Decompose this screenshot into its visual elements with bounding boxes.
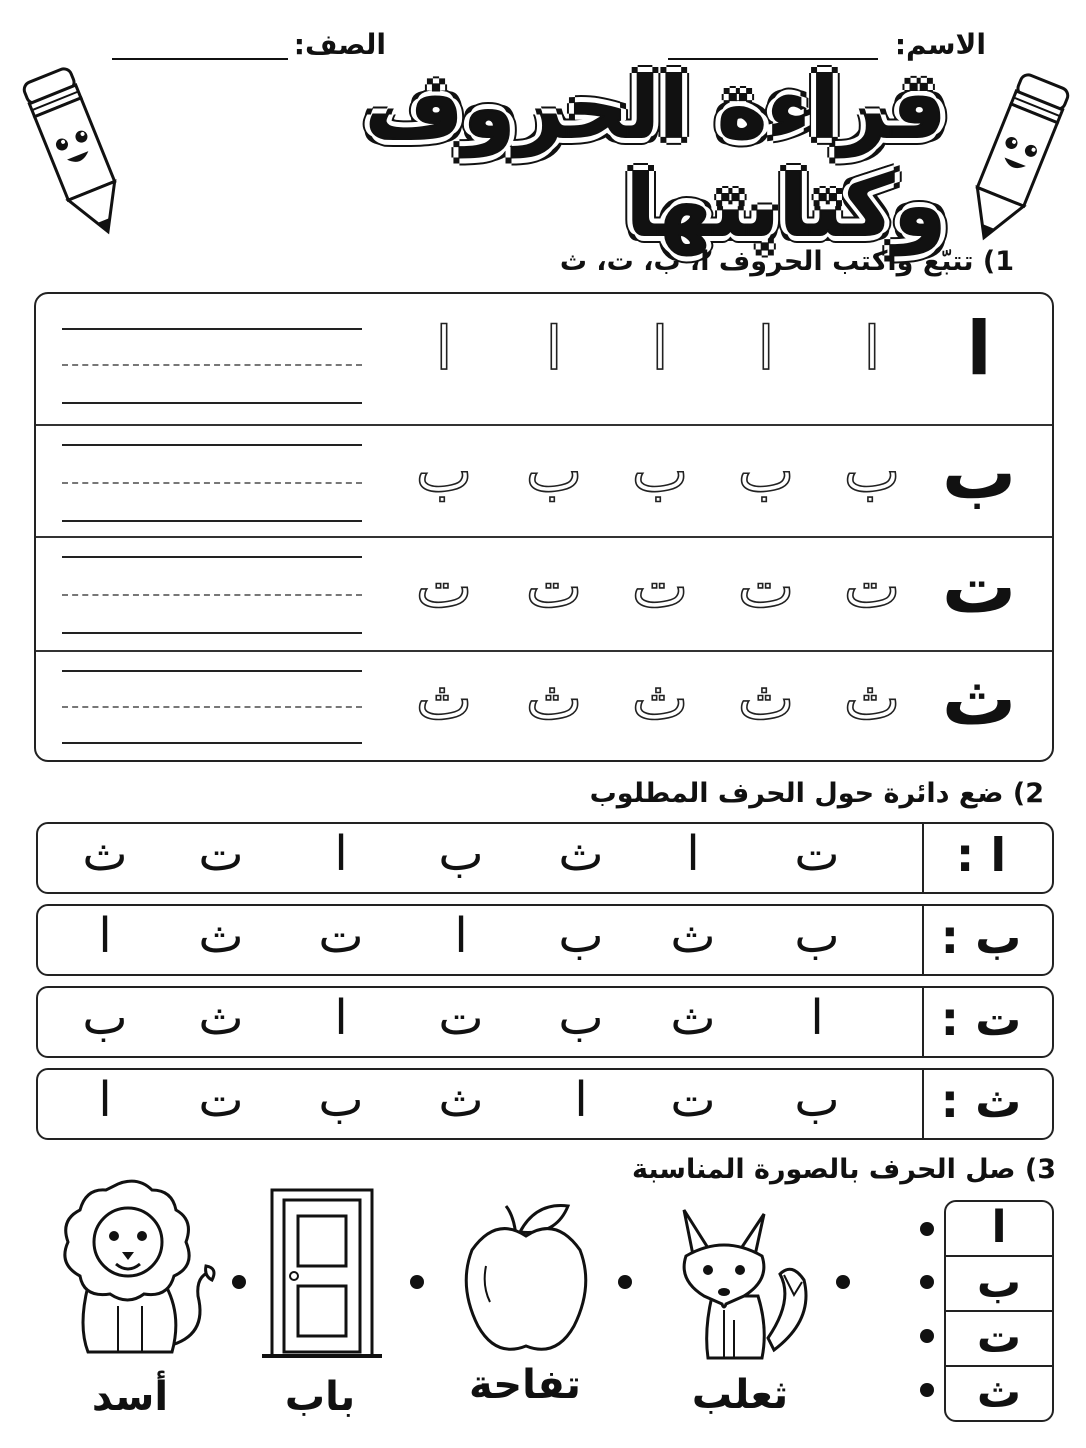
section1-instruction: 1) تتبّع واكتب الحروف ا، ب، ت، ث <box>559 246 1014 277</box>
option-letter[interactable]: ت <box>670 1072 716 1128</box>
picture-label-lion: أسد <box>91 1374 169 1420</box>
trace-letter[interactable]: ا <box>757 314 775 384</box>
match-letter[interactable]: ا <box>946 1202 1052 1257</box>
pencil-mascot-left-icon <box>20 60 130 245</box>
option-letter[interactable]: ا <box>686 826 700 882</box>
option-letter[interactable]: ب <box>82 990 128 1046</box>
door-icon <box>262 1186 382 1362</box>
target-letter: ت : <box>940 992 1022 1046</box>
option-letter[interactable]: ا <box>574 1072 588 1128</box>
option-letter[interactable]: ث <box>558 826 604 882</box>
trace-row-alef <box>36 294 1052 426</box>
picture-dot[interactable] <box>836 1275 850 1289</box>
trace-letter[interactable]: ا <box>545 314 563 384</box>
lion-icon <box>48 1176 218 1366</box>
option-letter[interactable]: ا <box>334 826 348 882</box>
trace-letter[interactable]: ث <box>525 664 583 734</box>
picture-dot[interactable] <box>232 1275 246 1289</box>
section3-instruction: 3) صل الحرف بالصورة المناسبة <box>632 1154 1056 1185</box>
pencil-mascot-right-icon <box>962 66 1072 251</box>
picture-label-door: باب <box>284 1374 356 1420</box>
match-letter[interactable]: ت <box>946 1312 1052 1367</box>
trace-letter[interactable]: ا <box>435 314 453 384</box>
tracing-table <box>34 292 1054 762</box>
option-letter[interactable]: ب <box>558 908 604 964</box>
option-letter[interactable]: ث <box>670 908 716 964</box>
picture-label-fox: ثعلب <box>691 1372 789 1418</box>
trace-letter[interactable]: ث <box>843 664 901 734</box>
trace-letter[interactable]: ت <box>843 552 901 622</box>
option-letter[interactable]: ث <box>670 990 716 1046</box>
option-letter[interactable]: ت <box>438 990 484 1046</box>
circle-row-ta <box>36 986 1054 1058</box>
option-letter[interactable]: ت <box>198 1072 244 1128</box>
trace-letter[interactable]: ث <box>737 664 795 734</box>
option-letter[interactable]: ت <box>794 826 840 882</box>
circle-row-tha <box>36 1068 1054 1140</box>
letter-dot[interactable] <box>920 1383 934 1397</box>
option-letter[interactable]: ث <box>198 908 244 964</box>
circle-row-alef <box>36 822 1054 894</box>
model-letter: ا <box>966 306 992 392</box>
option-letter[interactable]: ا <box>98 1072 112 1128</box>
trace-letter[interactable]: ا <box>651 314 669 384</box>
trace-letter[interactable]: ب <box>843 436 901 506</box>
picture-dot[interactable] <box>410 1275 424 1289</box>
name-label: الاسم: <box>894 28 986 61</box>
trace-letter[interactable]: ا <box>863 314 881 384</box>
option-letter[interactable]: ا <box>454 908 468 964</box>
section2-instruction: 2) ضع دائرة حول الحرف المطلوب <box>589 778 1044 809</box>
apple-icon <box>456 1196 596 1366</box>
trace-row-tha <box>36 652 1052 762</box>
option-letter[interactable]: ا <box>810 990 824 1046</box>
trace-letter[interactable]: ب <box>631 436 689 506</box>
match-letter[interactable]: ب <box>946 1257 1052 1312</box>
option-letter[interactable]: ت <box>198 826 244 882</box>
trace-letter[interactable]: ب <box>737 436 795 506</box>
letter-dot[interactable] <box>920 1329 934 1343</box>
trace-letter[interactable]: ب <box>525 436 583 506</box>
fox-icon <box>664 1200 824 1370</box>
trace-letter[interactable]: ت <box>737 552 795 622</box>
option-letter[interactable]: ا <box>98 908 112 964</box>
option-letter[interactable]: ب <box>794 1072 840 1128</box>
option-letter[interactable]: ب <box>438 826 484 882</box>
option-letter[interactable]: ب <box>318 1072 364 1128</box>
option-letter[interactable]: ت <box>318 908 364 964</box>
target-letter: ب : <box>940 910 1022 964</box>
trace-letter[interactable]: ث <box>415 664 473 734</box>
matching-letters <box>944 1200 1054 1422</box>
target-letter: ا : <box>955 828 1007 882</box>
option-letter[interactable]: ث <box>82 826 128 882</box>
letter-dot[interactable] <box>920 1275 934 1289</box>
circle-row-ba <box>36 904 1054 976</box>
worksheet-title-wrap <box>140 59 946 255</box>
target-letter: ث : <box>940 1074 1022 1128</box>
letter-dot[interactable] <box>920 1222 934 1236</box>
model-letter: ب <box>941 430 1017 516</box>
class-label: الصف: <box>293 28 386 61</box>
option-letter[interactable]: ب <box>558 990 604 1046</box>
match-letter[interactable]: ث <box>976 1367 1022 1418</box>
trace-row-ta <box>36 538 1052 652</box>
trace-letter[interactable]: ت <box>631 552 689 622</box>
option-letter[interactable]: ث <box>438 1072 484 1128</box>
trace-letter[interactable]: ث <box>631 664 689 734</box>
model-letter: ث <box>941 656 1017 742</box>
worksheet-title: قراءة الحروف وكتابتها <box>365 59 946 255</box>
picture-label-apple: تفاحة <box>469 1362 581 1408</box>
option-letter[interactable]: ث <box>198 990 244 1046</box>
picture-dot[interactable] <box>618 1275 632 1289</box>
trace-letter[interactable]: ب <box>415 436 473 506</box>
trace-letter[interactable]: ت <box>415 552 473 622</box>
option-letter[interactable]: ب <box>794 908 840 964</box>
model-letter: ت <box>941 544 1017 630</box>
trace-letter[interactable]: ت <box>525 552 583 622</box>
trace-row-ba <box>36 426 1052 538</box>
option-letter[interactable]: ا <box>334 990 348 1046</box>
